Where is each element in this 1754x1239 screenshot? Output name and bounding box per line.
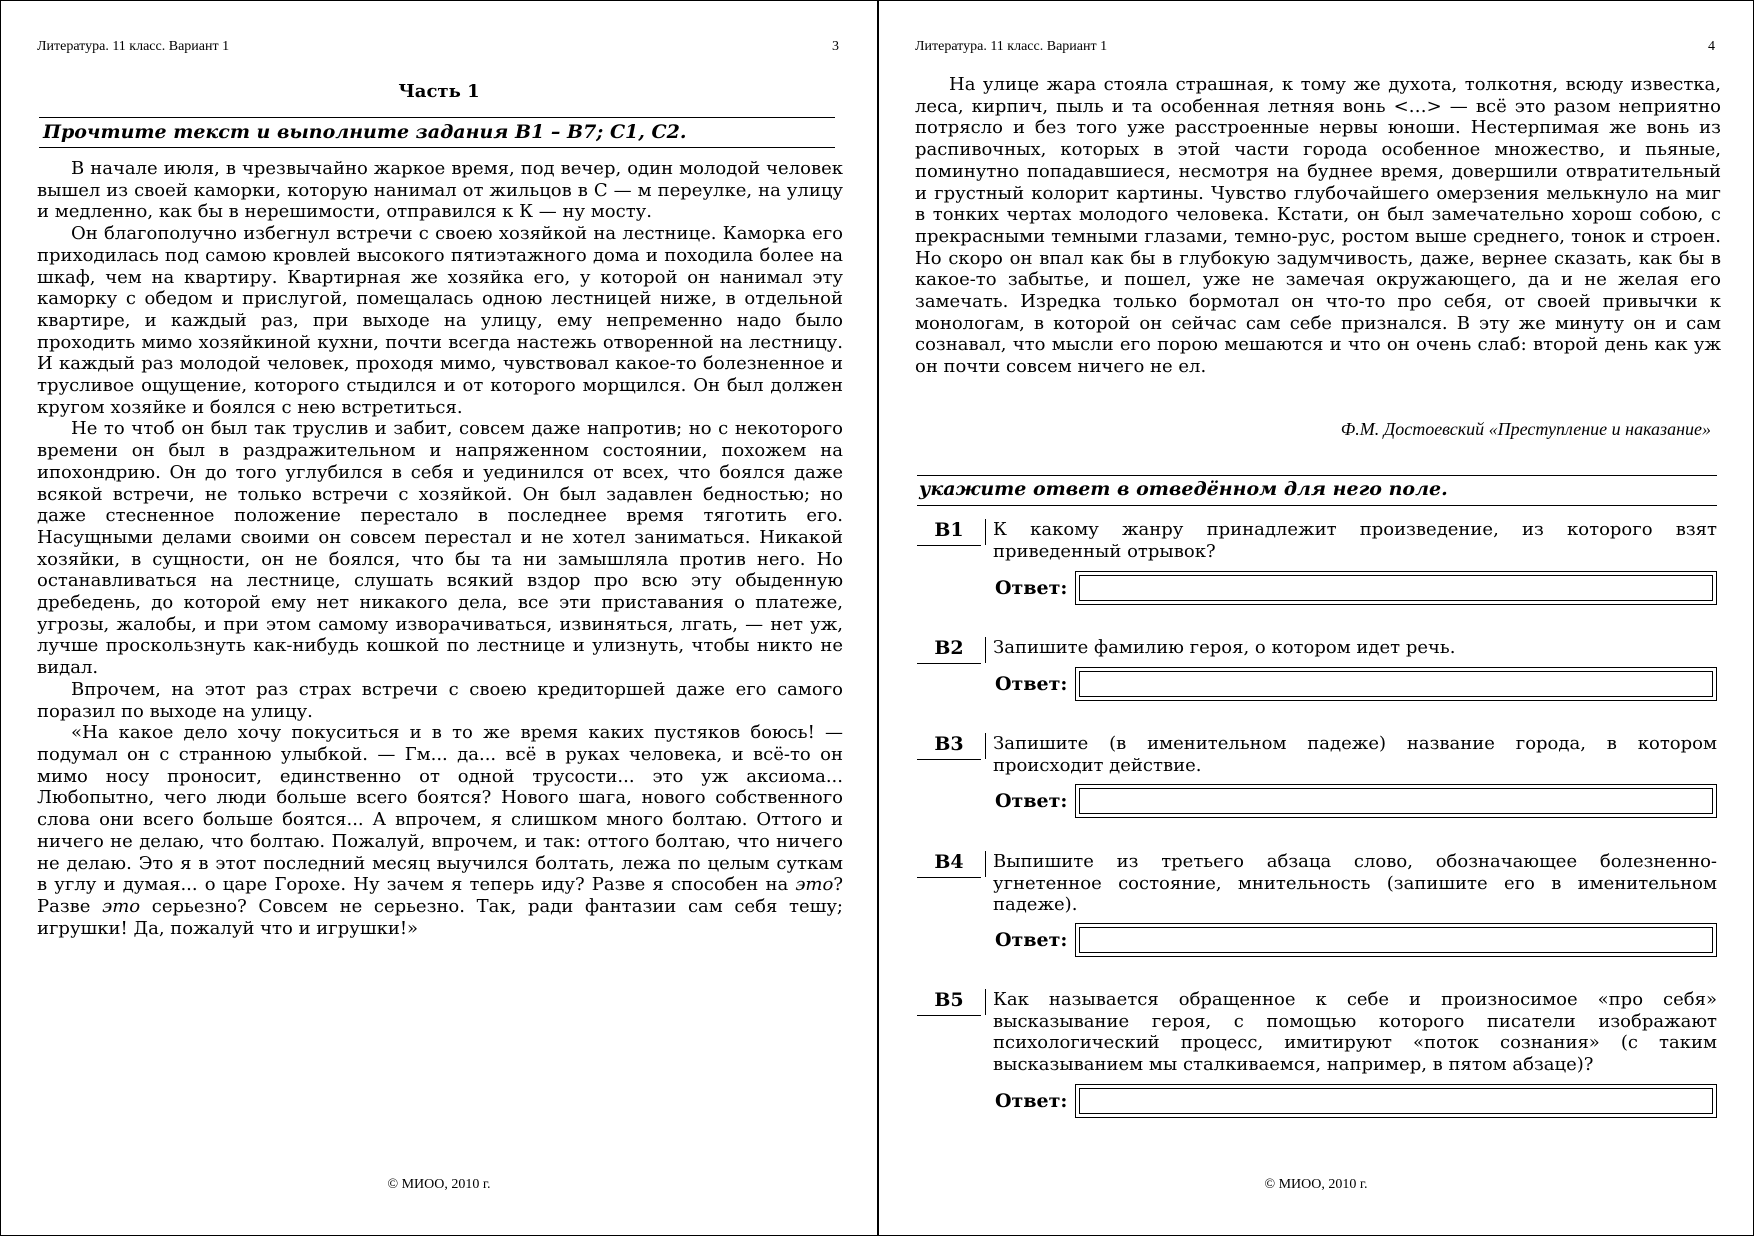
task-question: Выпишите из третьего абзаца слово, обозначающее болезненно-угнетенное состояние, мнительность (запишите его в именительном падеже). xyxy=(993,851,1717,916)
task-question: Запишите (в именительном падеже) название города, в котором происходит действие. xyxy=(993,733,1717,776)
paragraph: На улице жара стояла страшная, к тому же духота, толкотня, всюду известка, леса, кирпич, пыль и та особенная летняя вонь <…> — всё это разом неприятно потрясло и без того уже расстроенные нервы юноши. Нестерпимая же вонь из распивочных, которых в этой части города особенное множество, и пьяные, поминутно попадавшиеся, несмотря на буднее время, довершили отвратительный и грустный колорит картины. Чувство глубочайшего омерзения мелькнуло на миг в тонких чертах молодого человека. Кстати, он был замечательно хорош собою, с прекрасными темными глазами, темно-рус, ростом выше среднего, тонок и строен. Но скоро он впал как бы в глубокую задумчивость, даже, вернее сказать, как бы в какое-то забытье, и пошел, уже не замечая окружающего, да и не желая его замечать. Изредка только бормотал он что-то про себя, от своей привычки к монологам, в которой он сейчас сам себе признался. В эту же минуту он и сам сознавал, что мысли его порою мешаются и что он очень слаб: второй день как уж он почти совсем ничего не ел. xyxy=(915,74,1721,378)
page-3 xyxy=(0,0,878,1236)
page-number: 3 xyxy=(832,39,839,54)
header-title: Литература. 11 класс. Вариант 1 xyxy=(37,39,230,54)
paragraph: В начале июля, в чрезвычайно жаркое время, под вечер, один молодой человек вышел из своей каморки, которую нанимал от жильцов в С — м переулке, на улицу и медленно, как бы в нерешимости, отправился к К — ну мосту. xyxy=(37,158,843,223)
task-number: В4 xyxy=(917,851,981,878)
task-b2 xyxy=(917,637,1717,705)
task-number: В3 xyxy=(917,733,981,760)
task-number: В1 xyxy=(917,519,981,546)
answer-label: Ответ: xyxy=(995,577,1068,599)
task-b5 xyxy=(917,989,1717,1123)
quote-emphasis: это xyxy=(102,895,141,917)
author-attribution: Ф.М. Достоевский «Преступление и наказание» xyxy=(1340,419,1711,439)
task-separator xyxy=(985,637,986,663)
footer-copyright: © МИОО, 2010 г. xyxy=(387,1177,491,1192)
answer-label: Ответ: xyxy=(995,673,1068,695)
divider xyxy=(39,117,835,118)
task-separator xyxy=(985,989,986,1015)
task-b1 xyxy=(917,519,1717,611)
instruction-heading: Прочтите текст и выполните задания В1 – В7; С1, С2. xyxy=(43,121,687,143)
task-separator xyxy=(985,519,986,545)
quote-paragraph xyxy=(37,722,843,939)
answer-field-b2[interactable] xyxy=(1075,667,1717,701)
task-number: В5 xyxy=(917,989,981,1016)
task-question: К какому жанру принадлежит произведение, из которого взят приведенный отрывок? xyxy=(993,519,1717,562)
answer-field-b5[interactable] xyxy=(1075,1084,1717,1118)
page-4 xyxy=(878,0,1754,1236)
reading-text xyxy=(915,74,1721,378)
footer-copyright: © МИОО, 2010 г. xyxy=(1264,1177,1368,1192)
task-separator xyxy=(985,851,986,877)
task-number: В2 xyxy=(917,637,981,664)
paragraph: Он благополучно избегнул встречи с своею хозяйкой на лестнице. Каморка его приходилась под самою кровлей высокого пятиэтажного дома и походила более на шкаф, чем на квартиру. Квартирная же хозяйка его, у которой он нанимал эту каморку с обедом и прислугой, помещалась одною лестницей ниже, в отдельной квартире, и каждый раз, при выходе на улицу, ему непременно надо было проходить мимо хозяйкиной кухни, почти всегда настежь отворенной на лестницу. И каждый раз молодой человек, проходя мимо, чувствовал какое-то болезненное и трусливое ощущение, которого стыдился и от которого морщился. Он был должен кругом хозяйке и боялся с нею встретиться. xyxy=(37,223,843,418)
task-b3 xyxy=(917,733,1717,823)
reading-text xyxy=(37,158,843,939)
quote-text: ? Разве xyxy=(37,874,843,917)
quote-emphasis: это xyxy=(795,874,834,896)
paragraph: Впрочем, на этот раз страх встречи с своею кредиторшей даже его самого поразил по выходе на улицу. xyxy=(37,678,843,722)
page-number: 4 xyxy=(1708,39,1715,54)
divider xyxy=(39,147,835,148)
answer-label: Ответ: xyxy=(995,1090,1068,1112)
paragraph: Не то чтоб он был так труслив и забит, совсем даже напротив; но с некоторого времени он был в раздражительном и напряженном состоянии, похожем на ипохондрию. Он до того углубился в себя и уединился от всех, что боялся даже всякой встречи, не только встречи с хозяйкой. Он был задавлен бедностью; но даже стесненное положение перестало в последнее время тяготить его. Насущными делами своими он совсем перестал и не хотел заниматься. Никакой хозяйки, в сущности, он не боялся, что бы та ни замышляла против него. Но останавливаться на лестнице, слушать всякий вздор про всю эту обыденную дребедень, до которой ему нет никакого дела, все эти приставания о платеже, угрозы, жалобы, и при этом самому изворачиваться, извиняться, лгать, — нет уж, лучше проскользнуть как-нибудь кошкой по лестнице и улизнуть, чтобы никто не видал. xyxy=(37,418,843,679)
quote-text: «На какое дело хочу покуситься и в то же время каких пустяков боюсь! — подумал он с странною улыбкой. — Гм... да... всё в руках человека, и всё-то он мимо носу проносит, единственно от одной трусости... это уж аксиома... Любопытно, чего люди больше всего боятся? Нового шага, нового собственного слова они всего больше боятся... А впрочем, я слишком много болтаю. Оттого и ничего не делаю, что болтаю. Пожалуй, впрочем, и так: оттого болтаю, что ничего не делаю. Это я в этот последний месяц выучился болтать, лежа по целым суткам в углу и думая... о царе Горохе. Ну зачем я теперь иду? Разве я способен на xyxy=(37,722,843,896)
quote-text: серьезно? Совсем не серьезно. Так, ради фантазии сам себя тешу; игрушки! Да, пожалуй что и игрушки!» xyxy=(37,895,843,939)
task-separator xyxy=(985,733,986,759)
answer-label: Ответ: xyxy=(995,929,1068,951)
answer-field-b1[interactable] xyxy=(1075,571,1717,605)
task-question: Как называется обращенное к себе и произносимое «про себя» высказывание героя, с помощью которого писатели изображают психологический процесс, имитируют «поток сознания» (с таким высказыванием мы сталкиваемся, например, в пятом абзаце)? xyxy=(993,989,1717,1076)
divider xyxy=(917,505,1717,506)
answer-field-b4[interactable] xyxy=(1075,923,1717,957)
answer-label: Ответ: xyxy=(995,790,1068,812)
header-title: Литература. 11 класс. Вариант 1 xyxy=(915,39,1108,54)
task-question: Запишите фамилию героя, о котором идет речь. xyxy=(993,637,1456,658)
task-b4 xyxy=(917,851,1717,963)
part-title: Часть 1 xyxy=(398,81,480,102)
divider xyxy=(917,475,1717,476)
instruction-heading: укажите ответ в отведённом для него поле. xyxy=(919,478,1448,500)
answer-field-b3[interactable] xyxy=(1075,784,1717,818)
